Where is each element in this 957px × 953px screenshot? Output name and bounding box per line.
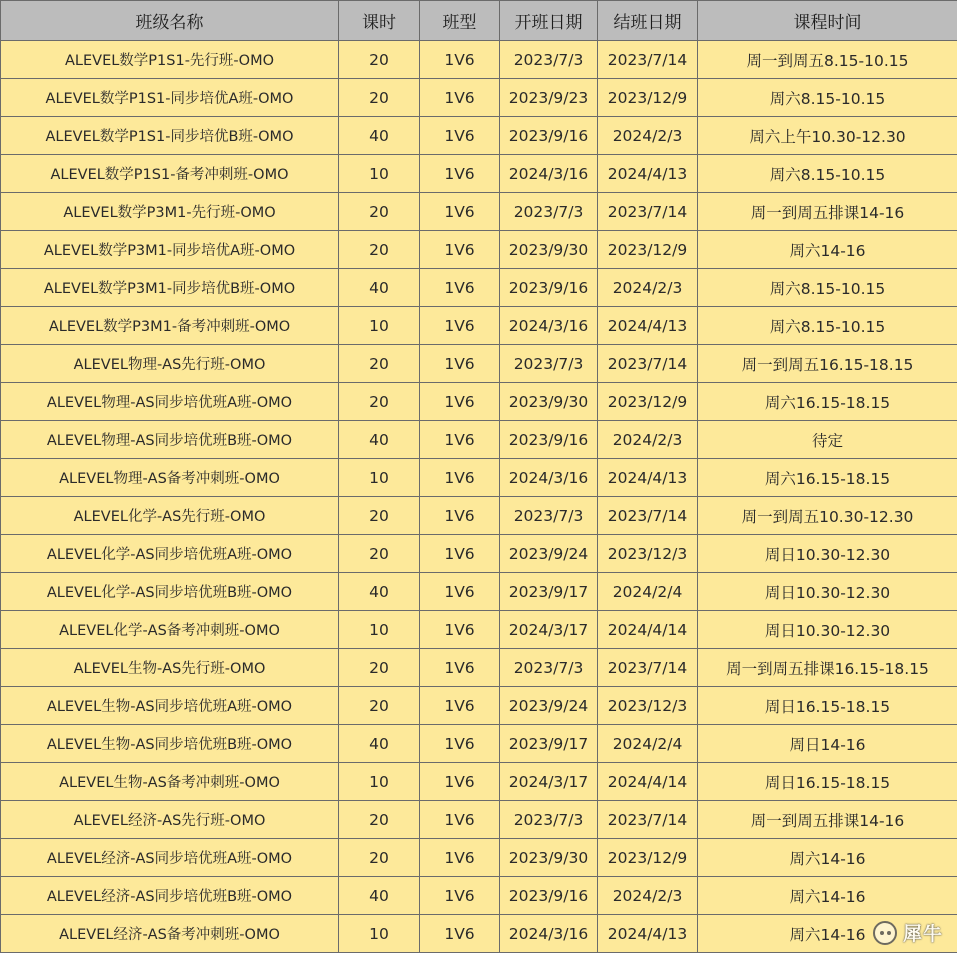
cell-hours: 40	[339, 573, 420, 611]
cell-course-time: 周一到周五8.15-10.15	[698, 41, 957, 79]
cell-class-name: ALEVEL物理-AS先行班-OMO	[1, 345, 339, 383]
cell-class-name: ALEVEL经济-AS先行班-OMO	[1, 801, 339, 839]
cell-hours: 20	[339, 801, 420, 839]
cell-class-type: 1V6	[420, 611, 500, 649]
watermark-text: 犀牛	[903, 919, 943, 946]
cell-class-name: ALEVEL化学-AS备考冲刺班-OMO	[1, 611, 339, 649]
cell-start-date: 2023/7/3	[500, 193, 598, 231]
cell-hours: 40	[339, 269, 420, 307]
cell-class-type: 1V6	[420, 345, 500, 383]
cell-end-date: 2024/4/13	[598, 307, 698, 345]
cell-end-date: 2024/2/3	[598, 269, 698, 307]
cell-class-type: 1V6	[420, 459, 500, 497]
cell-start-date: 2023/7/3	[500, 345, 598, 383]
cell-hours: 10	[339, 915, 420, 953]
cell-course-time: 周日14-16	[698, 725, 957, 763]
cell-hours: 40	[339, 421, 420, 459]
cell-course-time: 周日10.30-12.30	[698, 611, 957, 649]
cell-end-date: 2023/12/9	[598, 839, 698, 877]
table-row	[1, 459, 957, 497]
cell-course-time: 周日10.30-12.30	[698, 573, 957, 611]
cell-class-type: 1V6	[420, 839, 500, 877]
cell-end-date: 2023/12/3	[598, 687, 698, 725]
cell-end-date: 2023/7/14	[598, 345, 698, 383]
cell-course-time: 周六14-16	[698, 839, 957, 877]
cell-start-date: 2023/9/30	[500, 231, 598, 269]
cell-end-date: 2024/4/13	[598, 155, 698, 193]
cell-class-name: ALEVEL经济-AS备考冲刺班-OMO	[1, 915, 339, 953]
cell-hours: 10	[339, 155, 420, 193]
table-row	[1, 41, 957, 79]
cell-hours: 40	[339, 725, 420, 763]
table-row	[1, 79, 957, 117]
table-row	[1, 915, 957, 953]
cell-class-type: 1V6	[420, 915, 500, 953]
cell-class-type: 1V6	[420, 763, 500, 801]
cell-start-date: 2023/7/3	[500, 801, 598, 839]
cell-end-date: 2023/7/14	[598, 41, 698, 79]
cell-hours: 20	[339, 839, 420, 877]
cell-start-date: 2023/9/23	[500, 79, 598, 117]
cell-end-date: 2024/2/3	[598, 877, 698, 915]
cell-class-type: 1V6	[420, 193, 500, 231]
cell-course-time: 待定	[698, 421, 957, 459]
table-row	[1, 117, 957, 155]
cell-hours: 20	[339, 535, 420, 573]
table-header	[1, 1, 957, 41]
cell-class-name: ALEVEL数学P3M1-同步培优A班-OMO	[1, 231, 339, 269]
cell-class-type: 1V6	[420, 269, 500, 307]
header-class-name: 班级名称	[1, 1, 339, 41]
cell-hours: 20	[339, 497, 420, 535]
cell-course-time: 周一到周五排课16.15-18.15	[698, 649, 957, 687]
cell-hours: 20	[339, 231, 420, 269]
cell-hours: 20	[339, 193, 420, 231]
cell-course-time: 周六8.15-10.15	[698, 307, 957, 345]
table-row	[1, 193, 957, 231]
cell-class-name: ALEVEL数学P1S1-同步培优A班-OMO	[1, 79, 339, 117]
cell-class-type: 1V6	[420, 801, 500, 839]
table-body	[1, 41, 957, 953]
cell-start-date: 2023/9/24	[500, 535, 598, 573]
cell-class-type: 1V6	[420, 117, 500, 155]
cell-start-date: 2024/3/16	[500, 307, 598, 345]
cell-course-time: 周六16.15-18.15	[698, 459, 957, 497]
table-row	[1, 345, 957, 383]
cell-start-date: 2024/3/16	[500, 459, 598, 497]
cell-course-time: 周六8.15-10.15	[698, 155, 957, 193]
cell-course-time: 周日16.15-18.15	[698, 763, 957, 801]
table-row	[1, 839, 957, 877]
cell-end-date: 2024/2/3	[598, 117, 698, 155]
header-course-time: 课程时间	[698, 1, 957, 41]
cell-hours: 20	[339, 79, 420, 117]
cell-class-name: ALEVEL物理-AS同步培优班B班-OMO	[1, 421, 339, 459]
header-end-date: 结班日期	[598, 1, 698, 41]
cell-class-type: 1V6	[420, 155, 500, 193]
cell-class-type: 1V6	[420, 307, 500, 345]
cell-end-date: 2023/7/14	[598, 649, 698, 687]
cell-class-name: ALEVEL经济-AS同步培优班A班-OMO	[1, 839, 339, 877]
cell-course-time: 周六14-16	[698, 231, 957, 269]
cell-hours: 20	[339, 383, 420, 421]
cell-class-type: 1V6	[420, 421, 500, 459]
cell-start-date: 2024/3/17	[500, 763, 598, 801]
cell-class-type: 1V6	[420, 497, 500, 535]
cell-end-date: 2024/4/14	[598, 763, 698, 801]
cell-hours: 20	[339, 687, 420, 725]
cell-class-type: 1V6	[420, 573, 500, 611]
cell-course-time: 周六16.15-18.15	[698, 383, 957, 421]
cell-class-name: ALEVEL化学-AS同步培优班A班-OMO	[1, 535, 339, 573]
cell-hours: 20	[339, 41, 420, 79]
cell-class-name: ALEVEL数学P1S1-先行班-OMO	[1, 41, 339, 79]
cell-start-date: 2023/9/30	[500, 839, 598, 877]
cell-end-date: 2024/4/14	[598, 611, 698, 649]
table-row	[1, 535, 957, 573]
table-row	[1, 155, 957, 193]
cell-course-time: 周一到周五排课14-16	[698, 801, 957, 839]
cell-hours: 40	[339, 117, 420, 155]
cell-course-time: 周日16.15-18.15	[698, 687, 957, 725]
cell-end-date: 2023/7/14	[598, 497, 698, 535]
cell-hours: 20	[339, 649, 420, 687]
cell-start-date: 2024/3/16	[500, 915, 598, 953]
table-row	[1, 307, 957, 345]
cell-end-date: 2024/2/3	[598, 421, 698, 459]
cell-hours: 10	[339, 611, 420, 649]
cell-start-date: 2023/9/16	[500, 877, 598, 915]
cell-hours: 40	[339, 877, 420, 915]
cell-class-name: ALEVEL数学P3M1-先行班-OMO	[1, 193, 339, 231]
cell-hours: 20	[339, 345, 420, 383]
cell-class-type: 1V6	[420, 41, 500, 79]
cell-class-name: ALEVEL数学P1S1-同步培优B班-OMO	[1, 117, 339, 155]
table-row	[1, 573, 957, 611]
cell-class-name: ALEVEL数学P3M1-同步培优B班-OMO	[1, 269, 339, 307]
cell-start-date: 2023/7/3	[500, 41, 598, 79]
cell-start-date: 2023/9/17	[500, 573, 598, 611]
cell-end-date: 2023/7/14	[598, 193, 698, 231]
cell-class-name: ALEVEL数学P3M1-备考冲刺班-OMO	[1, 307, 339, 345]
cell-class-name: ALEVEL生物-AS先行班-OMO	[1, 649, 339, 687]
cell-class-type: 1V6	[420, 535, 500, 573]
cell-class-type: 1V6	[420, 79, 500, 117]
table-row	[1, 497, 957, 535]
cell-class-type: 1V6	[420, 877, 500, 915]
cell-class-type: 1V6	[420, 383, 500, 421]
table-row	[1, 725, 957, 763]
cell-start-date: 2023/9/30	[500, 383, 598, 421]
table-row	[1, 687, 957, 725]
cell-class-type: 1V6	[420, 687, 500, 725]
table-row	[1, 877, 957, 915]
watermark	[873, 919, 943, 946]
cell-class-name: ALEVEL经济-AS同步培优班B班-OMO	[1, 877, 339, 915]
cell-class-name: ALEVEL生物-AS备考冲刺班-OMO	[1, 763, 339, 801]
header-row	[1, 1, 957, 41]
cell-hours: 10	[339, 763, 420, 801]
cell-class-type: 1V6	[420, 649, 500, 687]
cell-class-name: ALEVEL生物-AS同步培优班A班-OMO	[1, 687, 339, 725]
cell-end-date: 2023/7/14	[598, 801, 698, 839]
cell-start-date: 2023/9/16	[500, 269, 598, 307]
cell-start-date: 2023/9/17	[500, 725, 598, 763]
cell-class-name: ALEVEL生物-AS同步培优班B班-OMO	[1, 725, 339, 763]
cell-end-date: 2024/2/4	[598, 573, 698, 611]
cell-end-date: 2024/4/13	[598, 915, 698, 953]
header-class-type: 班型	[420, 1, 500, 41]
cell-end-date: 2023/12/3	[598, 535, 698, 573]
table-row	[1, 649, 957, 687]
cell-class-type: 1V6	[420, 725, 500, 763]
cell-end-date: 2023/12/9	[598, 231, 698, 269]
table-row	[1, 269, 957, 307]
cell-course-time: 周一到周五16.15-18.15	[698, 345, 957, 383]
cell-start-date: 2023/9/24	[500, 687, 598, 725]
table-row	[1, 801, 957, 839]
cell-class-name: ALEVEL物理-AS同步培优班A班-OMO	[1, 383, 339, 421]
cell-start-date: 2023/9/16	[500, 117, 598, 155]
table-row	[1, 611, 957, 649]
cell-course-time: 周一到周五排课14-16	[698, 193, 957, 231]
cell-course-time: 周日10.30-12.30	[698, 535, 957, 573]
table-row	[1, 421, 957, 459]
cell-course-time: 周六上午10.30-12.30	[698, 117, 957, 155]
cell-start-date: 2023/9/16	[500, 421, 598, 459]
cell-start-date: 2023/7/3	[500, 497, 598, 535]
cell-class-name: ALEVEL化学-AS先行班-OMO	[1, 497, 339, 535]
cell-course-time: 周六14-16	[698, 915, 957, 953]
cell-class-type: 1V6	[420, 231, 500, 269]
cell-hours: 10	[339, 459, 420, 497]
table-row	[1, 383, 957, 421]
table-row	[1, 763, 957, 801]
table-row	[1, 231, 957, 269]
cell-start-date: 2024/3/16	[500, 155, 598, 193]
cell-end-date: 2024/4/13	[598, 459, 698, 497]
cell-end-date: 2023/12/9	[598, 383, 698, 421]
cell-class-name: ALEVEL化学-AS同步培优班B班-OMO	[1, 573, 339, 611]
cell-course-time: 周六8.15-10.15	[698, 79, 957, 117]
cell-hours: 10	[339, 307, 420, 345]
wechat-icon	[873, 921, 897, 945]
cell-class-name: ALEVEL数学P1S1-备考冲刺班-OMO	[1, 155, 339, 193]
cell-course-time: 周六14-16	[698, 877, 957, 915]
cell-course-time: 周六8.15-10.15	[698, 269, 957, 307]
cell-class-name: ALEVEL物理-AS备考冲刺班-OMO	[1, 459, 339, 497]
cell-end-date: 2023/12/9	[598, 79, 698, 117]
cell-start-date: 2023/7/3	[500, 649, 598, 687]
cell-start-date: 2024/3/17	[500, 611, 598, 649]
cell-course-time: 周一到周五10.30-12.30	[698, 497, 957, 535]
cell-end-date: 2024/2/4	[598, 725, 698, 763]
header-start-date: 开班日期	[500, 1, 598, 41]
header-hours: 课时	[339, 1, 420, 41]
